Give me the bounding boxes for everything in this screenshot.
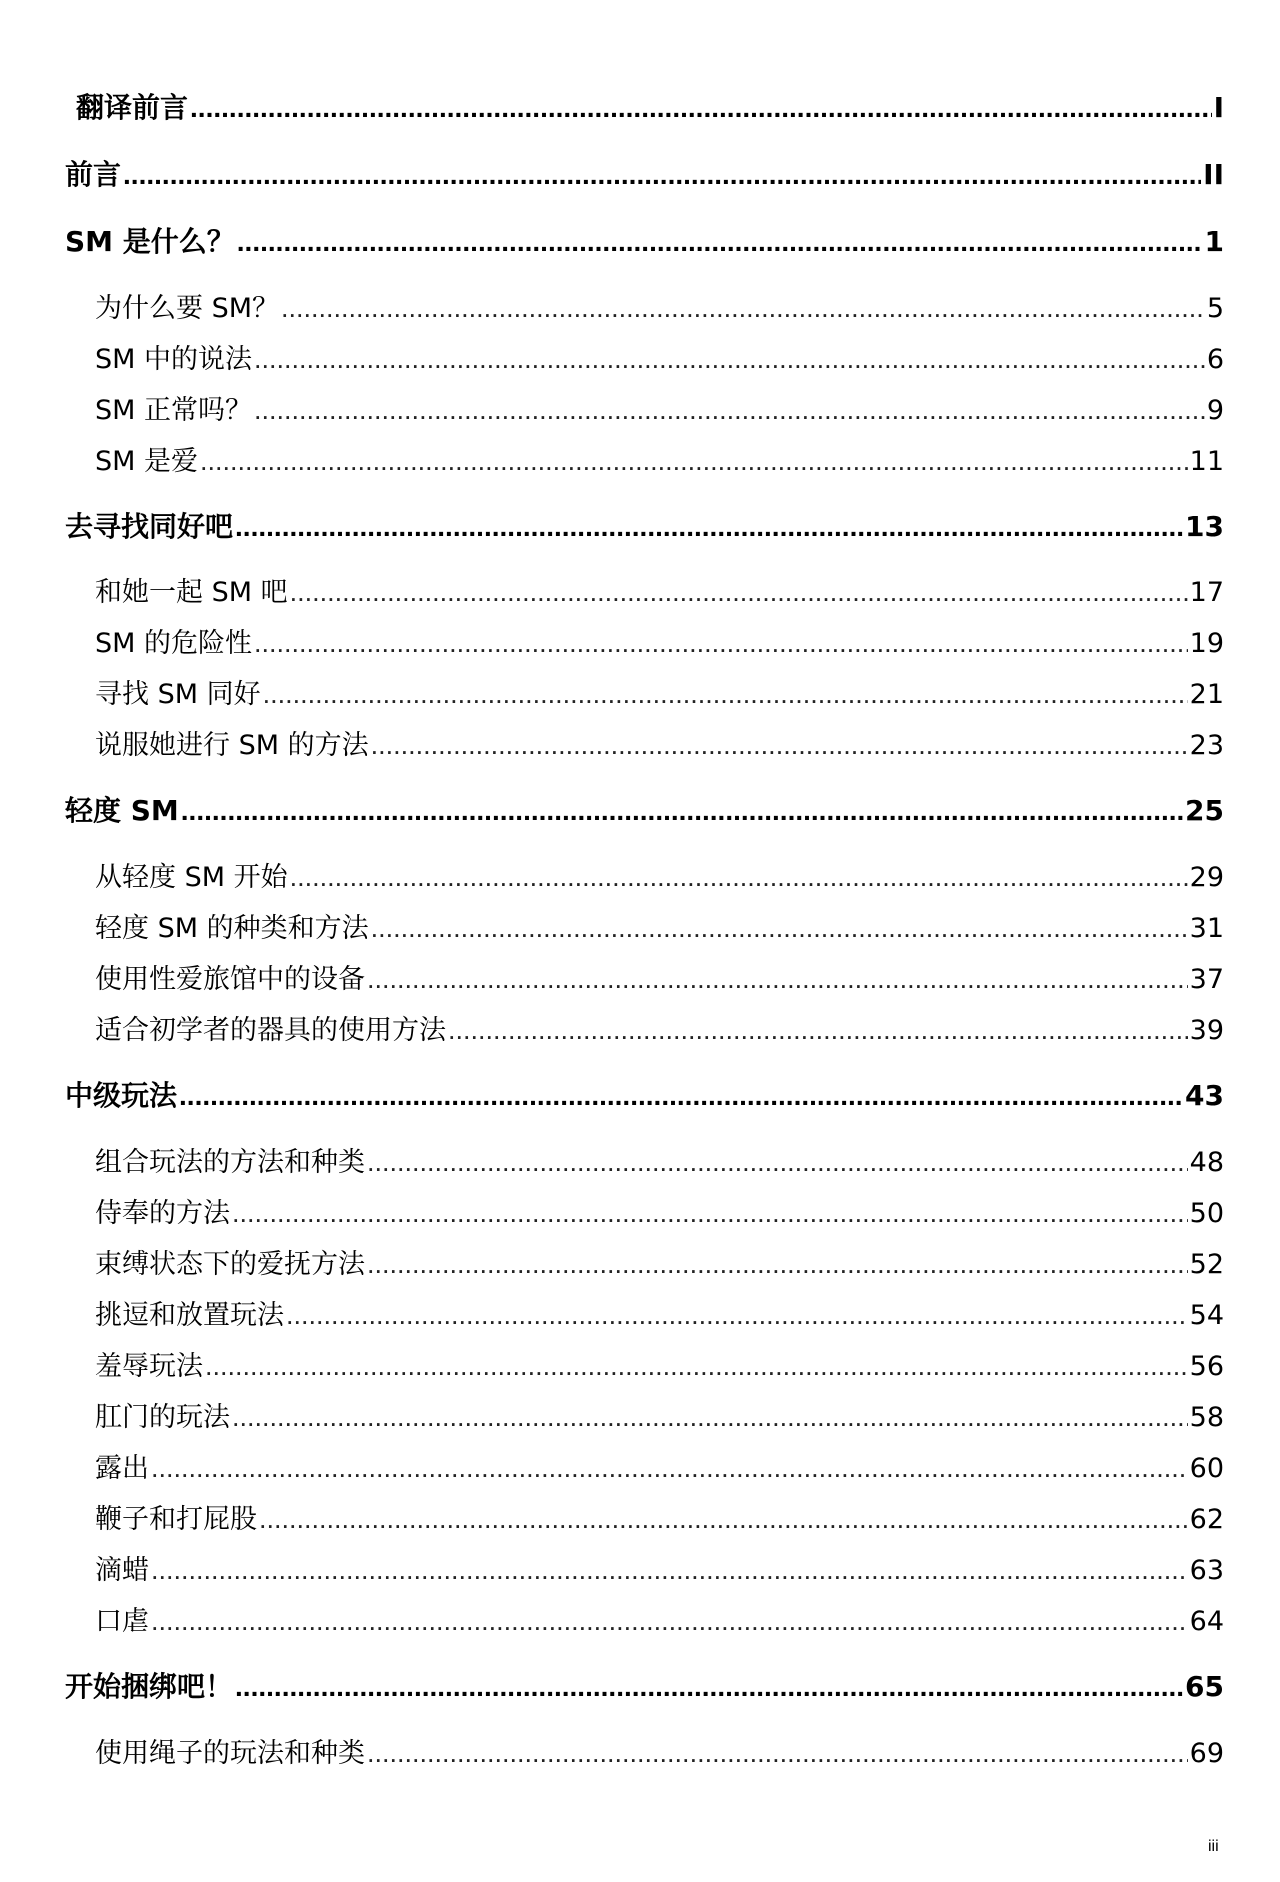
toc-entry-page: 29 [1189,862,1224,893]
toc-entry-page: 54 [1189,1300,1224,1331]
toc-entry-page: 65 [1185,1670,1224,1703]
toc-dot-leader [235,511,1183,543]
toc-dot-leader [232,1198,1188,1229]
toc-dot-leader [367,964,1188,995]
toc-entry-page: 1 [1204,225,1224,258]
toc-entry-title: 翻译前言 [76,91,189,124]
toc-section-entry[interactable] [95,1731,1224,1770]
toc-dot-leader [371,913,1188,944]
toc-dot-leader [263,679,1188,710]
toc-entry-page: 31 [1189,913,1224,944]
toc-entry-title: 挑逗和放置玩法 [95,1300,284,1331]
toc-section-entry[interactable] [95,672,1224,711]
toc-section-entry[interactable] [95,957,1224,996]
toc-entry-page: 60 [1189,1453,1224,1484]
toc-entry-page: 6 [1206,344,1224,375]
toc-chapter-entry[interactable] [65,505,1224,545]
toc-section-entry[interactable] [95,1293,1224,1332]
toc-chapter-entry[interactable] [65,220,1224,260]
toc-entry-title: SM 正常吗？ [95,395,253,426]
toc-dot-leader [259,1504,1188,1535]
toc-section-entry[interactable] [95,621,1224,660]
toc-dot-leader [151,1555,1188,1586]
toc-dot-leader [367,1738,1188,1769]
toc-dot-leader [254,344,1205,375]
toc-section-entry[interactable] [95,1242,1224,1281]
toc-entry-title: SM 是爱 [95,446,199,477]
toc-dot-leader [190,92,1212,124]
toc-section-entry[interactable] [95,1191,1224,1230]
toc-entry-page: 13 [1185,510,1224,543]
toc-entry-page: I [1213,91,1224,124]
toc-dot-leader [123,159,1201,191]
toc-entry-title: 使用绳子的玩法和种类 [95,1738,365,1769]
toc-entry-title: 适合初学者的器具的使用方法 [95,1015,446,1046]
toc-dot-leader [367,1147,1188,1178]
toc-entry-page: 5 [1206,293,1224,324]
toc-section-entry[interactable] [95,1497,1224,1536]
toc-dot-leader [179,1080,1183,1112]
toc-entry-page: 63 [1189,1555,1224,1586]
toc-chapter-entry[interactable] [65,1665,1224,1705]
toc-entry-title: 前言 [65,158,122,191]
toc-dot-leader [151,1453,1188,1484]
toc-entry-page: II [1203,158,1224,191]
toc-entry-page: 48 [1189,1147,1224,1178]
toc-entry-title: 口虐 [95,1606,149,1637]
toc-entry-title: SM 是什么？ [65,225,235,258]
toc-entry-page: 52 [1189,1249,1224,1280]
toc-entry-title: 寻找 SM 同好 [95,679,261,710]
toc-dot-leader [290,577,1188,608]
toc-dot-leader [286,1300,1188,1331]
toc-entry-page: 19 [1189,628,1224,659]
toc-section-entry[interactable] [95,1395,1224,1434]
toc-entry-page: 62 [1189,1504,1224,1535]
toc-entry-title: 和她一起 SM 吧 [95,577,288,608]
toc-dot-leader [254,628,1188,659]
toc-dot-leader [205,1351,1188,1382]
toc-section-entry[interactable] [95,1446,1224,1485]
toc-dot-leader [237,226,1203,258]
toc-entry-title: 羞辱玩法 [95,1351,203,1382]
toc-entry-page: 58 [1189,1402,1224,1433]
toc-entry-title: 轻度 SM 的种类和方法 [95,913,369,944]
toc-section-entry[interactable] [95,1140,1224,1179]
toc-entry-page: 50 [1189,1198,1224,1229]
toc-entry-page: 39 [1189,1015,1224,1046]
toc-dot-leader [181,795,1183,827]
toc-entry-page: 43 [1185,1079,1224,1112]
toc-section-entry[interactable] [95,1344,1224,1383]
toc-entry-page: 23 [1189,730,1224,761]
toc-dot-leader [151,1606,1188,1637]
toc-entry-title: 露出 [95,1453,149,1484]
toc-section-entry[interactable] [95,286,1224,325]
toc-dot-leader [448,1015,1188,1046]
toc-entry-title: 侍奉的方法 [95,1198,230,1229]
toc-entry-title: 组合玩法的方法和种类 [95,1147,365,1178]
toc-section-entry[interactable] [95,439,1224,478]
toc-dot-leader [254,395,1205,426]
toc-entry-page: 37 [1189,964,1224,995]
toc-entry-page: 17 [1189,577,1224,608]
toc-section-entry[interactable] [95,1008,1224,1047]
toc-chapter-entry[interactable] [76,86,1224,126]
page-number: iii [1208,1838,1219,1855]
toc-entry-page: 64 [1189,1606,1224,1637]
toc-entry-title: 束缚状态下的爱抚方法 [95,1249,365,1280]
toc-entry-page: 25 [1185,794,1224,827]
toc-dot-leader [367,1249,1188,1280]
toc-entry-title: 中级玩法 [65,1079,178,1112]
toc-entry-page: 11 [1189,446,1224,477]
toc-section-entry[interactable] [95,1599,1224,1638]
toc-entry-title: SM 中的说法 [95,344,253,375]
toc-entry-page: 21 [1189,679,1224,710]
toc-entry-title: 从轻度 SM 开始 [95,862,288,893]
toc-entry-page: 9 [1206,395,1224,426]
toc-entry-title: 使用性爱旅馆中的设备 [95,964,365,995]
toc-entry-title: 轻度 SM [65,794,179,827]
toc-entry-title: 开始捆绑吧！ [65,1670,234,1703]
toc-chapter-entry[interactable] [65,153,1224,193]
toc-dot-leader [281,293,1205,324]
toc-chapter-entry[interactable] [65,1074,1224,1114]
toc-entry-title: 滴蜡 [95,1555,149,1586]
toc-chapter-entry[interactable] [65,789,1224,829]
toc-dot-leader [235,1671,1183,1703]
toc-entry-page: 69 [1189,1738,1224,1769]
toc-section-entry[interactable] [95,855,1224,894]
toc-dot-leader [290,862,1188,893]
toc-section-entry[interactable] [95,570,1224,609]
toc-dot-leader [232,1402,1188,1433]
toc-entry-title: 为什么要 SM？ [95,293,280,324]
toc-entry-title: 鞭子和打屁股 [95,1504,257,1535]
toc-entry-title: 说服她进行 SM 的方法 [95,730,369,761]
toc-entry-page: 56 [1189,1351,1224,1382]
toc-entry-title: 肛门的玩法 [95,1402,230,1433]
toc-section-entry[interactable] [95,337,1224,376]
toc-entry-title: SM 的危险性 [95,628,253,659]
toc-dot-leader [371,730,1188,761]
toc-section-entry[interactable] [95,723,1224,762]
toc-section-entry[interactable] [95,906,1224,945]
toc-dot-leader [200,446,1188,477]
toc-entry-title: 去寻找同好吧 [65,510,234,543]
toc-section-entry[interactable] [95,1548,1224,1587]
toc-section-entry[interactable] [95,388,1224,427]
